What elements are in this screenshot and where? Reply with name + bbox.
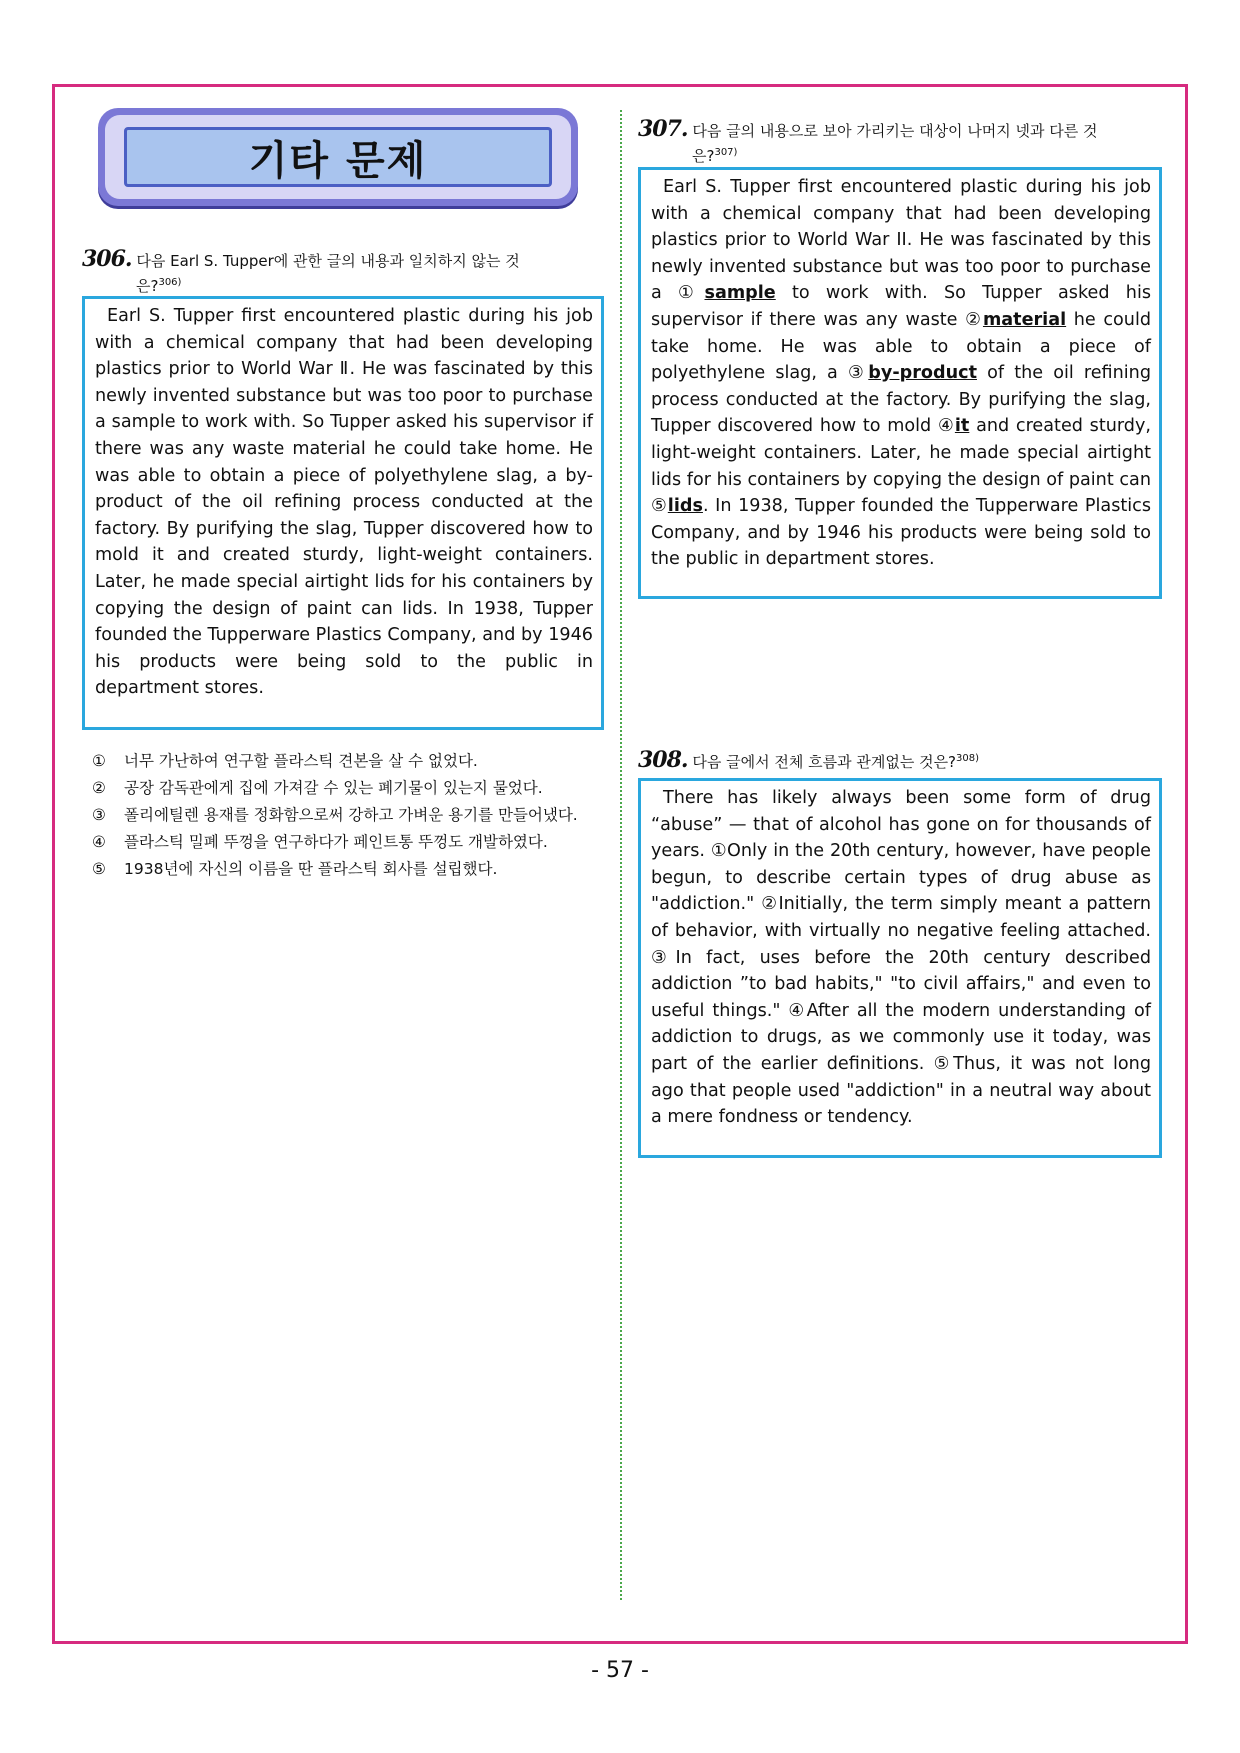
underlined-word: lids — [667, 496, 703, 517]
passage-segment: Earl S. Tupper first encountered plastic during his job with a chemical company that had been developing plastics prior to World War II. He was fascinated by this newly invented substance but was too poor to purchase a — [651, 177, 1151, 304]
answer-choice[interactable] — [92, 802, 602, 829]
choice-mark: ③ — [92, 806, 106, 824]
question-308-header — [638, 748, 1162, 773]
passage-308 — [638, 778, 1162, 1158]
answer-choices-306 — [92, 748, 602, 883]
underline-mark: ② — [965, 309, 983, 330]
underline-mark: ① — [678, 283, 705, 304]
page-number: - 57 - — [591, 1658, 649, 1683]
passage-text: There has likely always been some form of drug “abuse” — that of alcohol has gone on for thousands of years. ①Only in the 20th century, however, have people begun, to describe certain types of drug abuse as "addiction." ②Initially, the term simply meant a pattern of behavior, with virtually no negative feeling attached. ③In fact, uses before the 20th century described addiction ”to bad habits," "to civil affairs," and even to useful things." ④After all the modern understanding of addiction to drugs, as we commonly use it today, was part of the earlier definitions. ⑤Thus, it was not long ago that people used "addiction" in a neutral way about a mere fondness or tendency. — [651, 788, 1151, 1128]
answer-choice[interactable] — [92, 748, 602, 775]
underlined-word: by-product — [868, 363, 977, 384]
answer-choice[interactable] — [92, 775, 602, 802]
question-prompt-cont: 은? — [136, 277, 159, 295]
passage-307 — [638, 167, 1162, 599]
question-307-header — [638, 118, 1162, 167]
passage-segment: and created sturdy, light-weight containers. Later, he made special airtight lids for his containers by copying the design of paint can — [651, 416, 1151, 490]
passage-segment: to work with. So Tupper asked his supervisor if there was any waste — [651, 283, 1151, 330]
passage-306 — [82, 296, 604, 730]
question-prompt: 다음 글의 내용으로 보아 가리키는 대상이 나머지 넷과 다른 것 — [692, 122, 1098, 140]
answer-choice[interactable] — [92, 829, 602, 856]
footnote-ref: 306) — [158, 277, 182, 288]
underline-mark: ⑤ — [651, 496, 668, 517]
passage-segment: . In 1938, Tupper founded the Tupperware Plastics Company, and by 1946 his products were being sold to the public in department stores. — [651, 496, 1151, 570]
underlined-word: it — [954, 416, 970, 437]
question-prompt-cont: 은? — [692, 147, 715, 165]
column-divider — [620, 110, 622, 1600]
choice-text: 1938년에 자신의 이름을 딴 플라스틱 회사를 설립했다. — [124, 860, 498, 878]
choice-text: 플라스틱 밀폐 뚜껑을 연구하다가 페인트통 뚜껑도 개발하였다. — [124, 833, 548, 851]
question-306-header — [82, 248, 602, 297]
footnote-ref: 307) — [714, 147, 738, 158]
choice-mark: ⑤ — [92, 860, 106, 878]
question-prompt: 다음 글에서 전체 흐름과 관계없는 것은? — [692, 753, 957, 771]
choice-mark: ④ — [92, 833, 106, 851]
choice-text: 너무 가난하여 연구할 플라스틱 견본을 살 수 없었다. — [124, 752, 478, 770]
passage-text: Earl S. Tupper first encountered plastic during his job with a chemical company that had been developing plastics prior to World War Ⅱ. He was fascinated by this newly invented substance but was too poor to purchase a sample to work with. So Tupper asked his supervisor if there was any waste material he could take home. He was able to obtain a piece of polyethylene slag, a by-product of the oil refining process conducted at the factory. By purifying the slag, Tupper discovered how to mold it and created sturdy, light-weight containers. Later, he made special airtight lids for his containers by copying the design of paint can lids. In 1938, Tupper founded the Tupperware Plastics Company, and by 1946 his products were being sold to the public in department stores. — [95, 306, 593, 699]
passage-segment: of the oil refining process conducted at the factory. By purifying the slag, Tupper discovered how to mold — [651, 363, 1151, 437]
passage-text — [651, 174, 1151, 573]
passage-segment: he could take home. He was able to obtain a piece of polyethylene slag, a — [651, 309, 1151, 384]
question-prompt: 다음 Earl S. Tupper에 관한 글의 내용과 일치하지 않는 것 — [136, 252, 520, 270]
underline-mark: ④ — [937, 416, 955, 437]
section-title-badge — [98, 108, 578, 206]
underlined-word: material — [982, 309, 1067, 330]
choice-text: 공장 감독관에게 집에 가져갈 수 있는 폐기물이 있는지 물었다. — [124, 779, 543, 797]
badge-panel — [124, 127, 552, 187]
underline-mark: ③ — [847, 363, 869, 384]
answer-choice[interactable] — [92, 856, 602, 883]
underlined-word: sample — [704, 283, 776, 304]
choice-mark: ② — [92, 779, 106, 797]
question-number: 308. — [638, 747, 688, 773]
question-number: 307. — [638, 116, 688, 142]
section-title: 기타 문제 — [248, 137, 428, 184]
choice-text: 폴리에틸렌 용재를 정화함으로써 강하고 가벼운 용기를 만들어냈다. — [124, 806, 578, 824]
question-number: 306. — [82, 246, 132, 272]
choice-mark: ① — [92, 752, 106, 770]
footnote-ref: 308) — [956, 753, 980, 764]
